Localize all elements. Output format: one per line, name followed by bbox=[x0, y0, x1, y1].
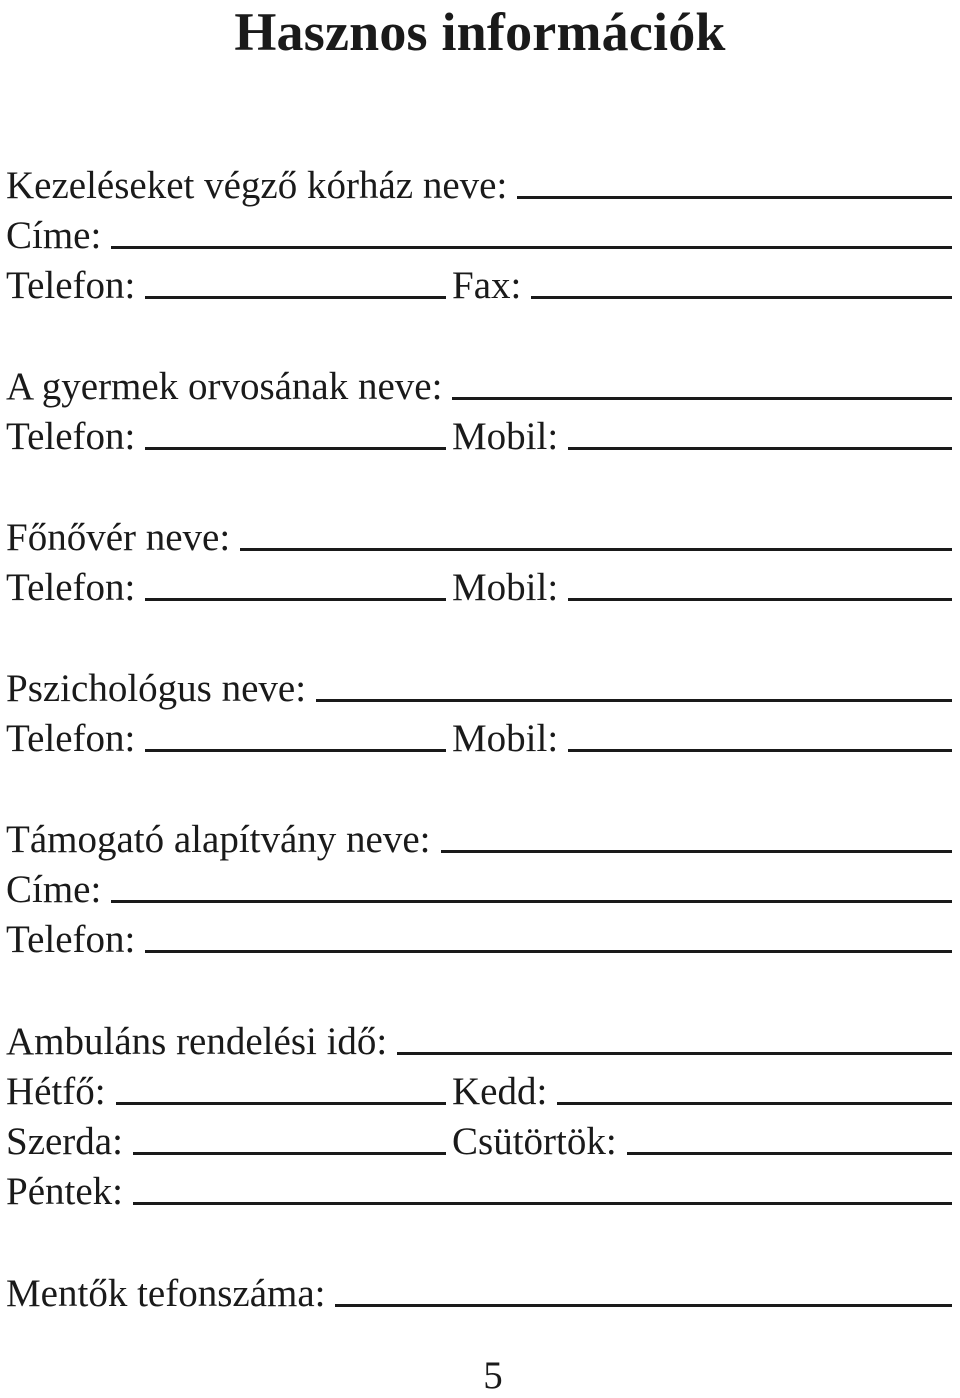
doctor-name-row bbox=[6, 365, 952, 409]
psychologist-name-field[interactable] bbox=[316, 699, 952, 702]
foundation-name-label: Támogató alapítvány neve: bbox=[6, 818, 431, 861]
head-nurse-mobile-label: Mobil: bbox=[452, 566, 559, 609]
doctor-mobile-field[interactable] bbox=[568, 447, 952, 450]
head-nurse-phone-group bbox=[6, 566, 452, 610]
ambulance-field[interactable] bbox=[335, 1304, 952, 1307]
hospital-fax-field[interactable] bbox=[531, 296, 952, 299]
head-nurse-phone-mobile-row bbox=[6, 566, 952, 610]
hospital-name-field[interactable] bbox=[517, 196, 952, 199]
doctor-phone-group bbox=[6, 415, 452, 459]
psychologist-phone-field[interactable] bbox=[145, 749, 446, 752]
psychologist-name-row bbox=[6, 667, 952, 711]
hospital-phone-group bbox=[6, 264, 452, 308]
monday-tuesday-row bbox=[6, 1070, 952, 1114]
head-nurse-phone-label: Telefon: bbox=[6, 566, 136, 609]
doctor-name-label: A gyermek orvosának neve: bbox=[6, 365, 443, 408]
thursday-field[interactable] bbox=[627, 1152, 952, 1155]
head-nurse-name-label: Főnővér neve: bbox=[6, 516, 231, 559]
friday-label: Péntek: bbox=[6, 1170, 123, 1213]
head-nurse-name-row bbox=[6, 516, 952, 560]
wednesday-group bbox=[6, 1120, 452, 1164]
tuesday-field[interactable] bbox=[557, 1102, 952, 1105]
monday-label: Hétfő: bbox=[6, 1070, 106, 1113]
hospital-fax-group bbox=[452, 264, 952, 308]
doctor-mobile-group bbox=[452, 415, 952, 459]
hospital-phone-field[interactable] bbox=[145, 296, 446, 299]
doctor-mobile-label: Mobil: bbox=[452, 415, 559, 458]
ambulance-label: Mentők tefonszáma: bbox=[6, 1272, 326, 1315]
head-nurse-name-field[interactable] bbox=[240, 548, 952, 551]
foundation-phone-field[interactable] bbox=[145, 950, 952, 953]
hospital-phone-fax-row bbox=[6, 264, 952, 308]
foundation-address-label: Címe: bbox=[6, 868, 102, 911]
page-title: Hasznos információk bbox=[234, 2, 726, 62]
hospital-phone-label: Telefon: bbox=[6, 264, 136, 307]
psychologist-phone-mobile-row bbox=[6, 717, 952, 761]
psychologist-mobile-field[interactable] bbox=[568, 749, 952, 752]
foundation-address-field[interactable] bbox=[111, 900, 952, 903]
psychologist-phone-group bbox=[6, 717, 452, 761]
doctor-phone-mobile-row bbox=[6, 415, 952, 459]
foundation-name-field[interactable] bbox=[441, 850, 952, 853]
wednesday-field[interactable] bbox=[133, 1152, 446, 1155]
foundation-phone-row bbox=[6, 918, 952, 962]
hospital-address-row bbox=[6, 214, 952, 258]
clinic-hours-row bbox=[6, 1020, 952, 1064]
psychologist-mobile-label: Mobil: bbox=[452, 717, 559, 760]
head-nurse-phone-field[interactable] bbox=[145, 598, 446, 601]
hospital-address-label: Címe: bbox=[6, 214, 102, 257]
tuesday-group bbox=[452, 1070, 952, 1114]
wednesday-label: Szerda: bbox=[6, 1120, 123, 1163]
foundation-phone-label: Telefon: bbox=[6, 918, 136, 961]
psychologist-name-label: Pszichológus neve: bbox=[6, 667, 307, 710]
friday-field[interactable] bbox=[133, 1202, 952, 1205]
doctor-name-field[interactable] bbox=[452, 397, 952, 400]
doctor-phone-field[interactable] bbox=[145, 447, 446, 450]
tuesday-label: Kedd: bbox=[452, 1070, 548, 1113]
thursday-group bbox=[452, 1120, 952, 1164]
head-nurse-mobile-group bbox=[452, 566, 952, 610]
ambulance-row bbox=[6, 1272, 952, 1316]
hospital-fax-label: Fax: bbox=[452, 264, 522, 307]
foundation-address-row bbox=[6, 868, 952, 912]
psychologist-mobile-group bbox=[452, 717, 952, 761]
page-number: 5 bbox=[483, 1354, 503, 1397]
foundation-name-row bbox=[6, 818, 952, 862]
monday-group bbox=[6, 1070, 452, 1114]
thursday-label: Csütörtök: bbox=[452, 1120, 617, 1163]
monday-field[interactable] bbox=[116, 1102, 446, 1105]
doctor-phone-label: Telefon: bbox=[6, 415, 136, 458]
wednesday-thursday-row bbox=[6, 1120, 952, 1164]
clinic-hours-field[interactable] bbox=[397, 1052, 952, 1055]
head-nurse-mobile-field[interactable] bbox=[568, 598, 952, 601]
hospital-address-field[interactable] bbox=[111, 246, 952, 249]
psychologist-phone-label: Telefon: bbox=[6, 717, 136, 760]
clinic-hours-label: Ambuláns rendelési idő: bbox=[6, 1020, 388, 1063]
friday-row bbox=[6, 1170, 952, 1214]
hospital-name-row bbox=[6, 164, 952, 208]
hospital-name-label: Kezeléseket végző kórház neve: bbox=[6, 164, 508, 207]
